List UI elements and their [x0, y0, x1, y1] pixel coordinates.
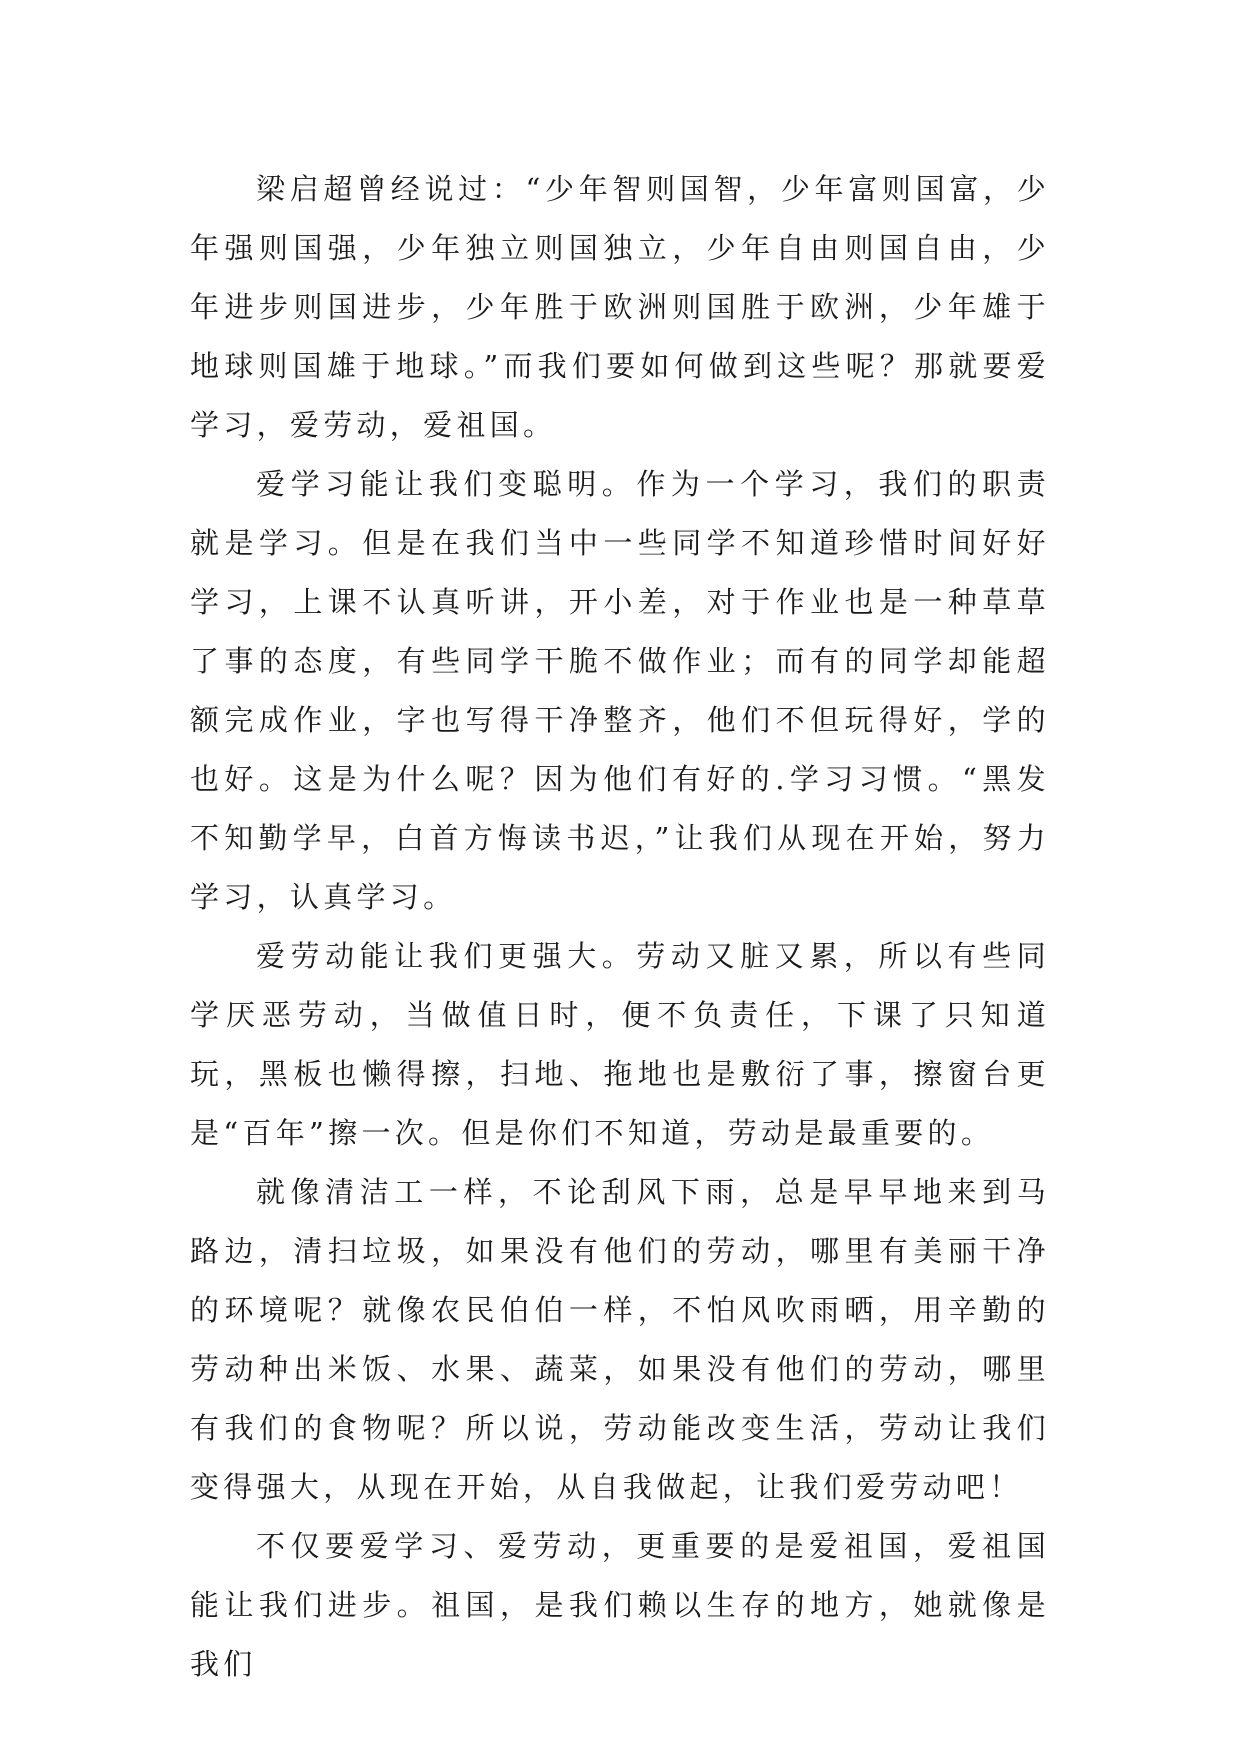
paragraph-3: 爱劳动能让我们更强大。劳动又脏又累，所以有些同学厌恶劳动，当做值日时，便不负责任，下课了只知道玩，黑板也懒得擦，扫地、拖地也是敷衍了事，擦窗台更是“百年”擦一次。但是你们不知道，劳动是最重要的。 — [190, 939, 1050, 1150]
paragraph-2: 爱学习能让我们变聪明。作为一个学习，我们的职责就是学习。但是在我们当中一些同学不知道珍惜时间好好学习，上课不认真听讲，开小差，对于作业也是一种草草了事的态度，有些同学干脆不做作业；而有的同学却能超额完成作业，字也写得干净整齐，他们不但玩得好，学的也好。这是为什么呢？因为他们有好的.学习习惯。“黑发不知勤学早，白首方悔读书迟，”让我们从现在开始，努力学习，认真学习。 — [190, 467, 1050, 914]
paragraph-4: 就像清洁工一样，不论刮风下雨，总是早早地来到马路边，清扫垃圾，如果没有他们的劳动，哪里有美丽干净的环境呢？就像农民伯伯一样，不怕风吹雨晒，用辛勤的劳动种出米饭、水果、蔬菜，如果没有他们的劳动，哪里有我们的食物呢？所以说，劳动能改变生活，劳动让我们变得强大，从现在开始，从自我做起，让我们爱劳动吧！ — [190, 1175, 1050, 1504]
paragraph-1: 梁启超曾经说过：“少年智则国智，少年富则国富，少年强则国强，少年独立则国独立，少年自由则国自由，少年进步则国进步，少年胜于欧洲则国胜于欧洲，少年雄于地球则国雄于地球。”而我们要如何做到这些呢？那就要爱学习，爱劳动，爱祖国。 — [190, 172, 1050, 442]
paragraph-5: 不仅要爱学习、爱劳动，更重要的是爱祖国，爱祖国能让我们进步。祖国，是我们赖以生存的地方，她就像是我们 — [190, 1529, 1050, 1681]
document-body — [190, 160, 1050, 1694]
